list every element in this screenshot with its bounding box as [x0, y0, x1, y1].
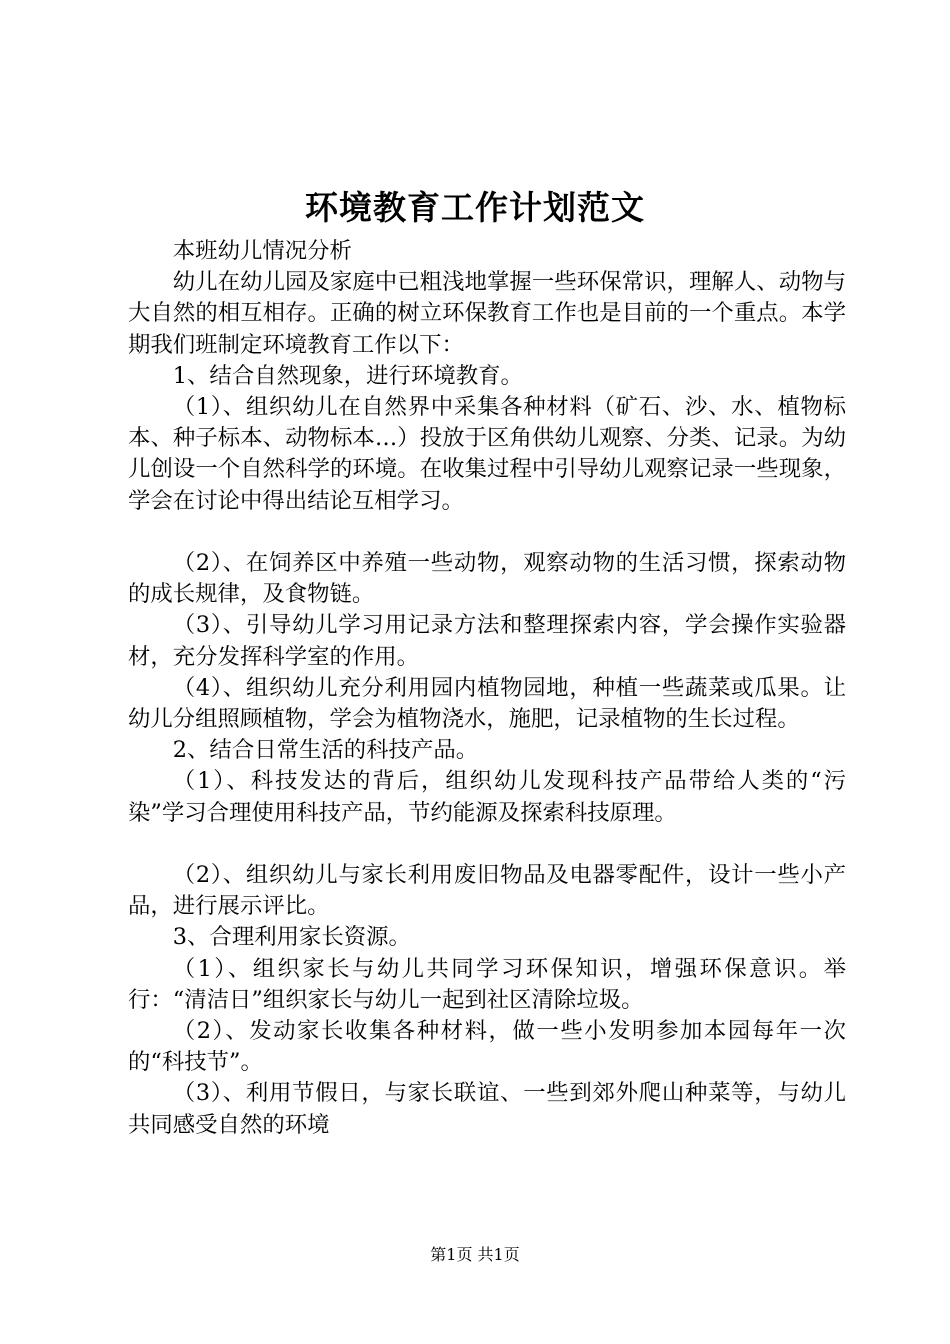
paragraph-section-1-item-1: （1）、组织幼儿在自然界中采集各种材料（矿石、沙、水、植物标本、种子标本、动物标本…）投放于区角供幼儿观察、分类、记录。为幼儿创设一个自然科学的环境。在收集过程中引导幼儿观察记录一些现象，学会在讨论中得出结论互相学习。 — [128, 394, 846, 514]
document-title: 环境教育工作计划范文 — [305, 188, 645, 227]
paragraph-section-3-item-2: （2）、发动家长收集各种材料，做一些小发明参加本园每年一次的“科技节”。 — [128, 1018, 846, 1076]
paragraph-section-3-item-1: （1）、组织家长与幼儿共同学习环保知识，增强环保意识。举行：“清洁日”组织家长与幼儿一起到社区清除垃圾。 — [128, 955, 846, 1013]
paragraph-class-analysis: 本班幼儿情况分析 — [172, 238, 352, 264]
paragraph-intro: 幼儿在幼儿园及家庭中已粗浅地掌握一些环保常识，理解人、动物与大自然的相互相存。正确的树立环保教育工作也是目前的一个重点。本学期我们班制定环境教育工作以下： — [128, 269, 846, 358]
paragraph-section-1-item-2: （2）、在饲养区中养殖一些动物，观察动物的生活习惯，探索动物的成长规律，及食物链。 — [128, 550, 846, 608]
page-number-footer: 第1页 共1页 — [430, 1245, 520, 1264]
paragraph-section-1-heading: 1、结合自然现象，进行环境教育。 — [172, 362, 523, 389]
document-body — [128, 236, 846, 1141]
paragraph-section-2-item-1: （1）、科技发达的背后，组织幼儿发现科技产品带给人类的“污染”学习合理使用科技产品，节约能源及探索科技原理。 — [128, 768, 846, 826]
paragraph-section-2-heading: 2、结合日常生活的科技产品。 — [172, 737, 479, 764]
paragraph-section-1-item-3: （3）、引导幼儿学习用记录方法和整理探索内容，学会操作实验器材，充分发挥科学室的作用。 — [128, 612, 846, 670]
paragraph-section-1-item-4: （4）、组织幼儿充分利用园内植物园地，种植一些蔬菜或瓜果。让幼儿分组照顾植物，学会为植物浇水，施肥，记录植物的生长过程。 — [128, 674, 846, 733]
paragraph-section-2-item-2: （2）、组织幼儿与家长利用废旧物品及电器零配件，设计一些小产品，进行展示评比。 — [128, 862, 846, 920]
paragraph-section-3-item-3: （3）、利用节假日，与家长联谊、一些到郊外爬山种菜等，与幼儿共同感受自然的环境 — [128, 1080, 846, 1138]
paragraph-section-3-heading: 3、合理利用家长资源。 — [172, 924, 411, 951]
